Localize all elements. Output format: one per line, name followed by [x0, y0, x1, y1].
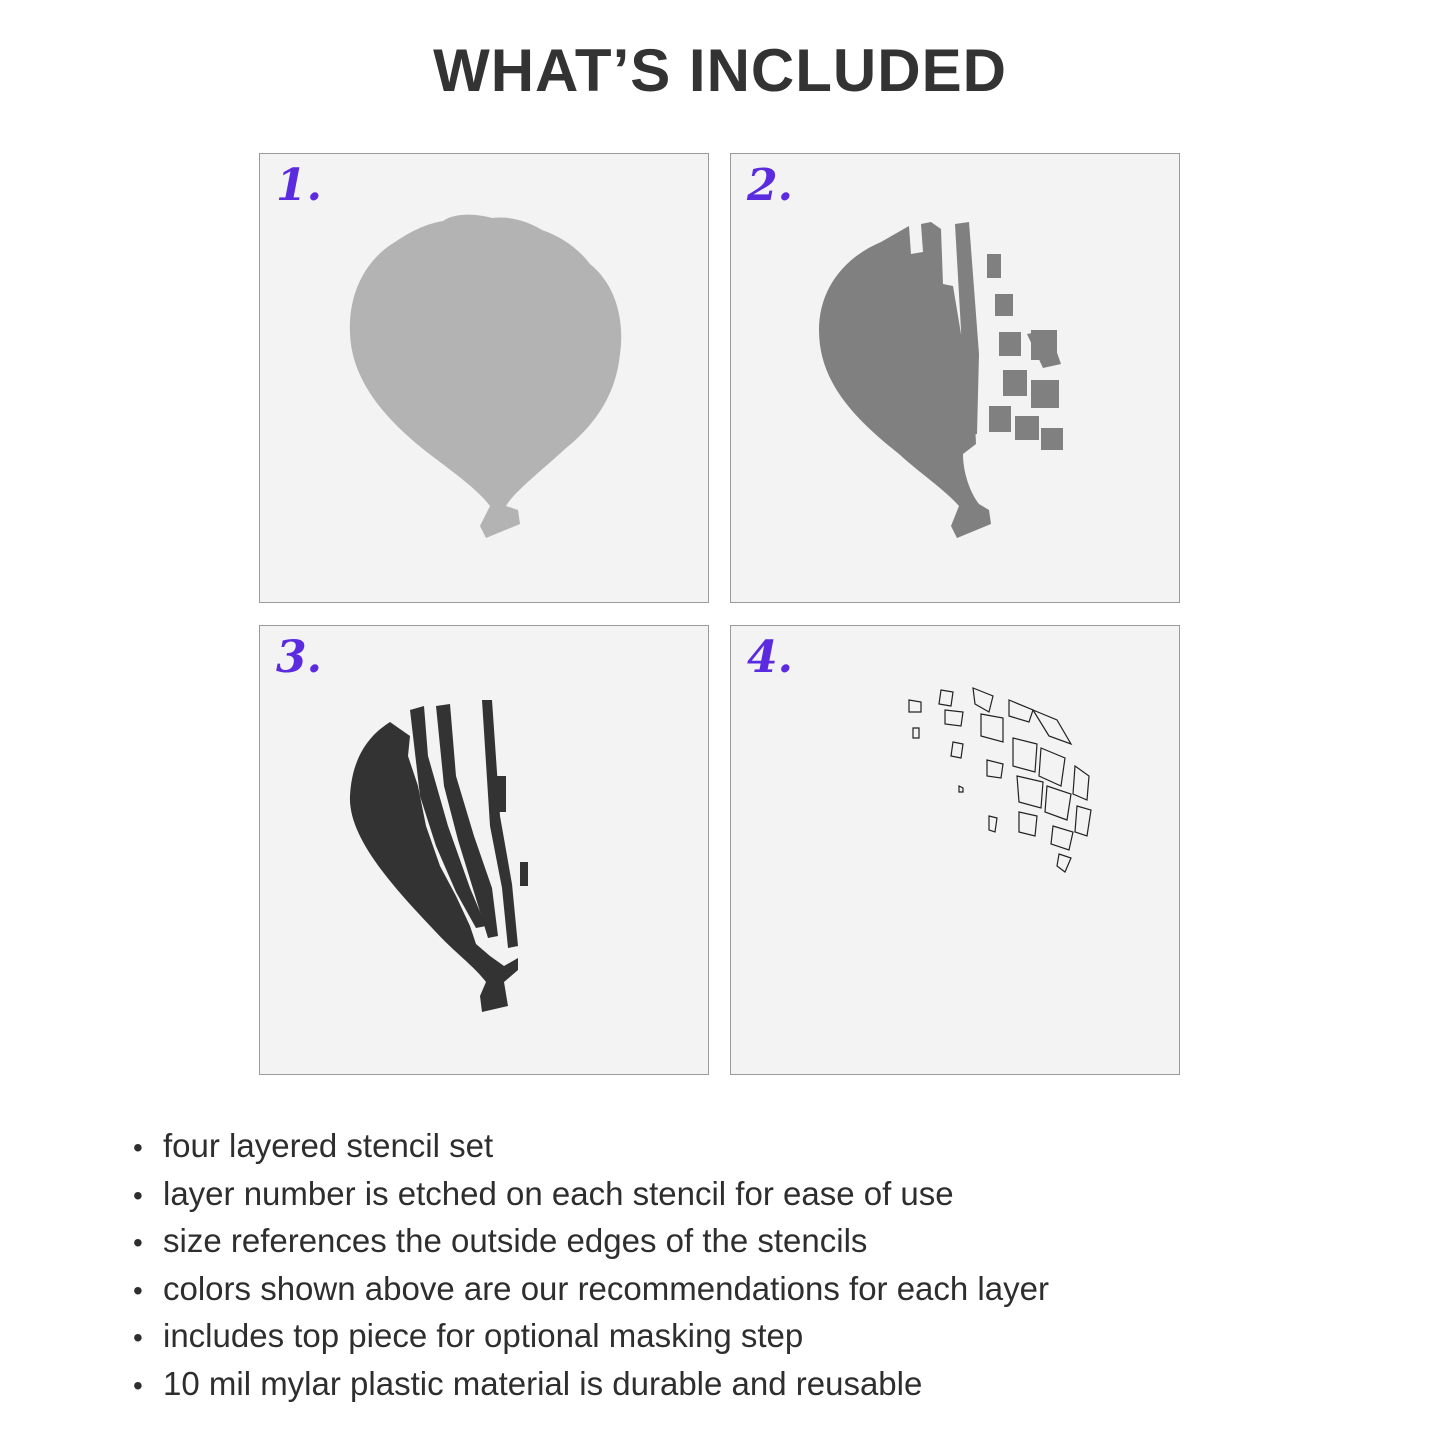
layer-number-3: 3. — [276, 632, 322, 683]
balloon-silhouette-icon — [260, 154, 709, 603]
stencil-panel-2 — [730, 153, 1180, 603]
feature-text: includes top piece for optional masking step — [163, 1317, 804, 1355]
bullet-icon: • — [133, 1132, 143, 1163]
bullet-icon: • — [133, 1274, 143, 1306]
feature-text: size references the outside edges of the stencils — [163, 1222, 868, 1260]
balloon-left-half-icon — [731, 154, 1180, 603]
feature-item — [133, 1266, 1049, 1314]
balloon-checker-outline-icon — [731, 626, 1180, 1075]
feature-item — [133, 1361, 1049, 1409]
layer-number-2: 2. — [747, 160, 793, 211]
stencil-panel-1 — [259, 153, 709, 603]
stencil-panel-4 — [730, 625, 1180, 1075]
layer-number-1: 1. — [276, 160, 322, 211]
feature-text: colors shown above are our recommendations for each layer — [163, 1269, 1049, 1307]
feature-text: layer number is etched on each stencil for ease of use — [163, 1174, 954, 1212]
stencil-panel-3 — [259, 625, 709, 1075]
feature-item — [133, 1313, 1049, 1361]
feature-item — [133, 1123, 1049, 1171]
bullet-icon: • — [133, 1227, 143, 1259]
page-title: WHAT’S INCLUDED — [433, 37, 1007, 104]
bullet-icon: • — [133, 1369, 143, 1401]
feature-text: four layered stencil set — [163, 1127, 494, 1164]
feature-text: 10 mil mylar plastic material is durable and reusable — [163, 1364, 923, 1402]
balloon-stripes-icon — [260, 626, 709, 1075]
feature-item — [133, 1171, 1049, 1219]
layer-number-4: 4. — [747, 632, 793, 683]
bullet-icon: • — [133, 1179, 143, 1211]
feature-list — [133, 1123, 1049, 1409]
feature-item — [133, 1218, 1049, 1266]
bullet-icon: • — [133, 1322, 143, 1354]
